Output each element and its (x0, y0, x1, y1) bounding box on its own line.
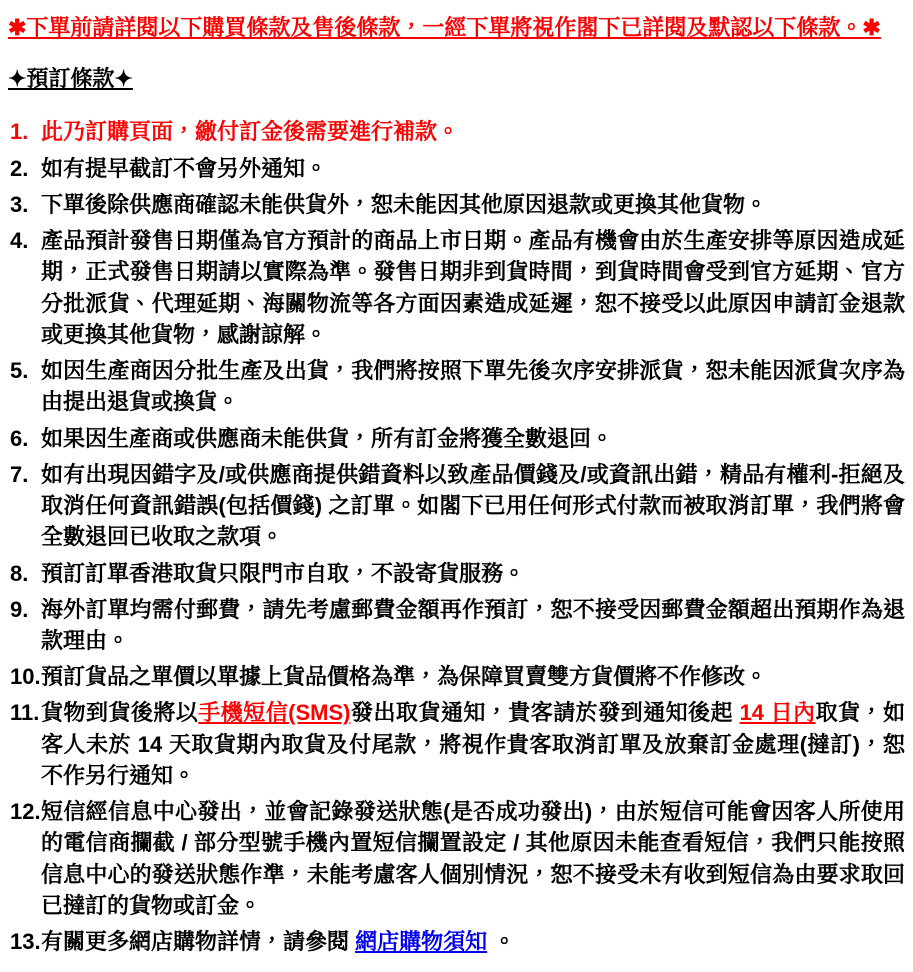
term-number: 3. (10, 191, 29, 217)
term-text (41, 661, 905, 692)
term-item (8, 189, 905, 220)
term-text-segment: 預訂貨品之單價以單據上貨品價格為準，為保障買賣雙方貨價將不作修改。 (41, 664, 768, 690)
pre-order-warning-banner: ✱下單前請詳閱以下購買條款及售後條款，一經下單將視作閣下已詳閱及默認以下條款。✱ (8, 15, 881, 40)
term-item (8, 796, 905, 921)
term-text (41, 558, 905, 589)
term-text-segment: 發出取貨通知，貴客請於發到通知後起 (350, 700, 740, 726)
term-item (8, 423, 905, 454)
term-text-segment: 產品預計發售日期僅為官方預計的商品上市日期。產品有機會由於生產安排等原因造成延期，正式發售日期請以實際為準。發售日期非到貨時間，到貨時間會受到官方延期、官方分批派貨、代理延期、海關物流等各方面因素造成延遲，恕不接受以此原因申請訂金退款或更換其他貨物，感謝諒解。 (41, 228, 905, 347)
term-text (41, 423, 905, 454)
term-text (41, 697, 905, 791)
term-item (8, 661, 905, 692)
term-text (41, 225, 905, 350)
term-text (41, 189, 905, 220)
term-text-segment: 海外訂單均需付郵費，請先考慮郵費金額再作預訂，恕不接受因郵費金額超出預期作為退款理由。 (41, 596, 905, 653)
term-text-segment: 如有出現因錯字及/或供應商提供錯資料以致產品價錢及/或資訊出錯，精品有權利-拒絕及取消任何資訊錯誤(包括價錢) 之訂單。如閣下已用任何形式付款而被取消訂單，我們將會全數退回已收取之款項。 (41, 461, 905, 550)
term-text (41, 153, 905, 184)
term-item (8, 225, 905, 350)
term-text-segment: 如果因生產商或供應商未能供貨，所有訂金將獲全數退回。 (41, 425, 614, 451)
terms-list (8, 116, 905, 957)
term-text-segment: 。 (487, 929, 516, 955)
term-number: 9. (10, 596, 29, 622)
term-text (41, 355, 905, 417)
term-number: 1. (10, 119, 29, 145)
term-item (8, 153, 905, 184)
term-text-segment: 此乃訂購頁面，繳付訂金後需要進行補款。 (41, 119, 460, 145)
term-text (41, 594, 905, 656)
term-text-segment: 如有提早截訂不會另外通知。 (41, 155, 328, 181)
term-text-segment: 貨物到貨後將以 (41, 700, 199, 726)
term-text-segment: 如因生產商因分批生產及出貨，我們將按照下單先後次序安排派貨，恕未能因派貨次序為由提出退貨或換貨。 (41, 358, 905, 415)
term-text-segment: 有關更多網店購物詳情，請參閱 (41, 929, 356, 955)
term-item (8, 116, 905, 147)
highlighted-term-text: 手機短信(SMS) (198, 700, 351, 726)
highlighted-term-text: 14 日內 (739, 700, 816, 726)
term-number: 6. (10, 425, 29, 451)
term-number: 12. (10, 799, 41, 825)
term-number: 8. (10, 560, 29, 586)
term-number: 4. (10, 228, 29, 254)
store-shopping-guide-link[interactable]: 網店購物須知 (355, 929, 488, 955)
term-item (8, 459, 905, 553)
term-number: 2. (10, 155, 29, 181)
term-item (8, 558, 905, 589)
term-number: 10. (10, 664, 41, 690)
term-text (41, 796, 905, 921)
term-number: 5. (10, 358, 29, 384)
term-item (8, 697, 905, 791)
term-text-segment: 預訂訂單香港取貨只限門市自取，不設寄貨服務。 (41, 560, 526, 586)
term-number: 7. (10, 461, 29, 487)
term-text-segment: 短信經信息中心發出，並會記錄發送狀態(是否成功發出)，由於短信可能會因客人所使用的電信商攔截 / 部分型號手機內置短信攔置設定 / 其他原因未能查看短信，我們只能按照信息中心的發送狀態作準，未能考慮客人個別情況，恕不接受未有收到短信為由要求取回已撻訂的貨物或訂金。 (41, 799, 905, 918)
term-item (8, 926, 905, 957)
term-item (8, 594, 905, 656)
term-text (41, 926, 905, 957)
section-title-preorder-terms: ✦預訂條款✦ (8, 66, 133, 92)
term-text-segment: 下單後除供應商確認未能供貨外，恕未能因其他原因退款或更換其他貨物。 (41, 191, 768, 217)
term-text (41, 116, 905, 147)
term-item (8, 355, 905, 417)
term-number: 13. (10, 929, 41, 955)
term-number: 11. (10, 700, 40, 726)
term-text (41, 459, 905, 553)
term-text-segment: 取貨，如客人未於 14 天取貨期內取貨及付尾款，將視作貴客取消訂單及放棄訂金處理(撻訂)，恕不作另行通知。 (41, 700, 905, 788)
